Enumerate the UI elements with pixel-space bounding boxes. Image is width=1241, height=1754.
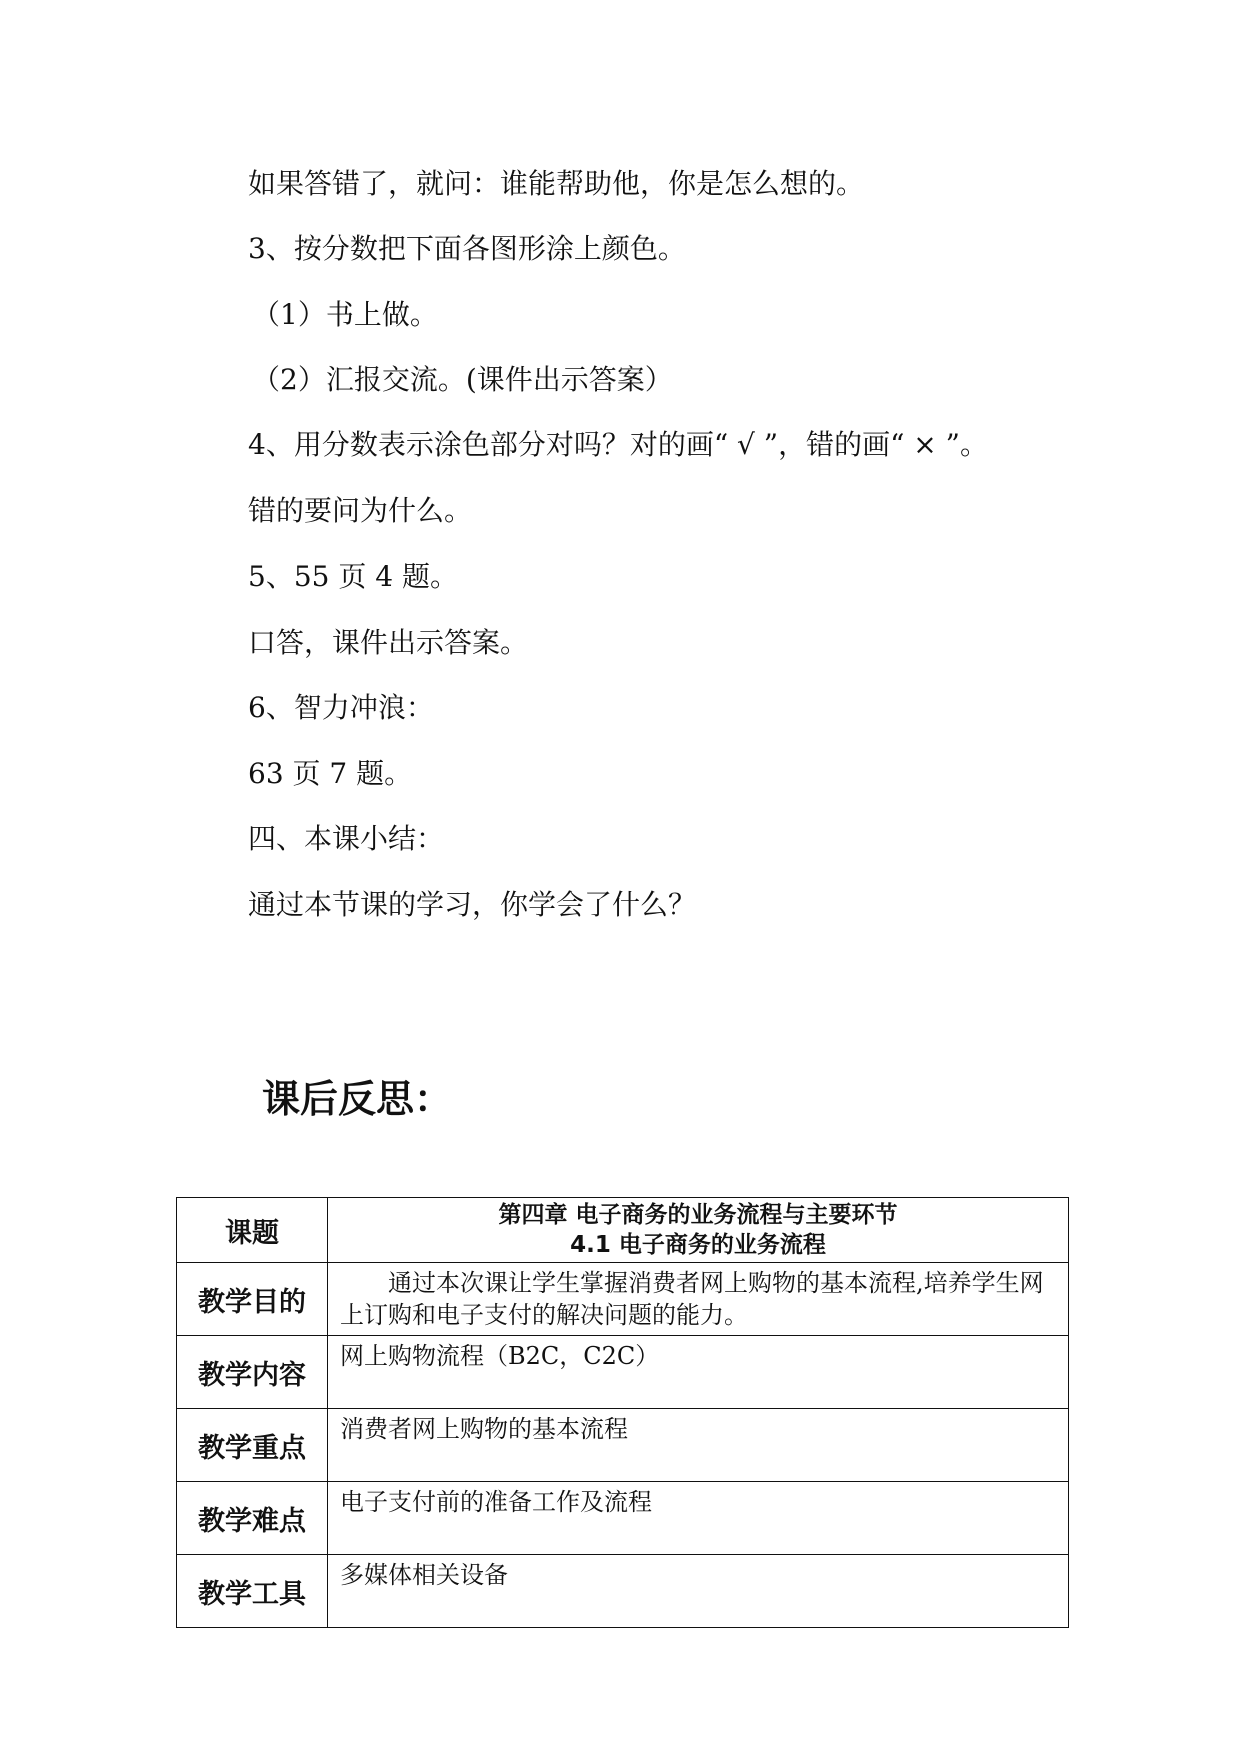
content-text: 网上购物流程（B2C，C2C） [328, 1336, 1069, 1409]
tools-label: 教学工具 [177, 1555, 328, 1628]
lesson-plan-table [176, 1197, 1069, 1628]
focus-label: 教学重点 [177, 1409, 328, 1482]
difficulty-label: 教学难点 [177, 1482, 328, 1555]
table-row [177, 1409, 1069, 1482]
text-line: （2）汇报交流。(课件出示答案） [252, 363, 673, 396]
text-line: 3、按分数把下面各图形涂上颜色。 [248, 232, 686, 265]
difficulty-text: 电子支付前的准备工作及流程 [328, 1482, 1069, 1555]
topic-line-2: 4.1 电子商务的业务流程 [570, 1232, 826, 1258]
table-row [177, 1555, 1069, 1628]
text-line: 口答，课件出示答案。 [248, 626, 529, 659]
goal-label: 教学目的 [177, 1263, 328, 1336]
text-line: 四、本课小结： [248, 822, 445, 855]
text-line: 如果答错了，就问：谁能帮助他，你是怎么想的。 [248, 167, 865, 200]
topic-cell [328, 1198, 1069, 1263]
table-row [177, 1482, 1069, 1555]
goal-text: 通过本次课让学生掌握消费者网上购物的基本流程,培养学生网上订购和电子支付的解决问题的能力。 [328, 1263, 1069, 1336]
topic-label: 课题 [177, 1198, 328, 1263]
reflection-heading: 课后反思： [262, 1077, 453, 1121]
text-line: （1）书上做。 [252, 298, 438, 331]
content-label: 教学内容 [177, 1336, 328, 1409]
text-line: 通过本节课的学习，你学会了什么？ [248, 888, 697, 921]
text-line: 5、55 页 4 题。 [248, 560, 458, 593]
tools-text: 多媒体相关设备 [328, 1555, 1069, 1628]
text-line: 4、用分数表示涂色部分对吗？对的画“ √ ”，错的画“ × ”。 [248, 428, 988, 461]
text-line: 6、智力冲浪： [248, 691, 434, 724]
table-row [177, 1336, 1069, 1409]
table-row [177, 1198, 1069, 1263]
table-row [177, 1263, 1069, 1336]
focus-text: 消费者网上购物的基本流程 [328, 1409, 1069, 1482]
topic-line-1: 第四章 电子商务的业务流程与主要环节 [498, 1202, 898, 1228]
text-line: 63 页 7 题。 [248, 757, 413, 790]
text-line: 错的要问为什么。 [248, 494, 473, 527]
